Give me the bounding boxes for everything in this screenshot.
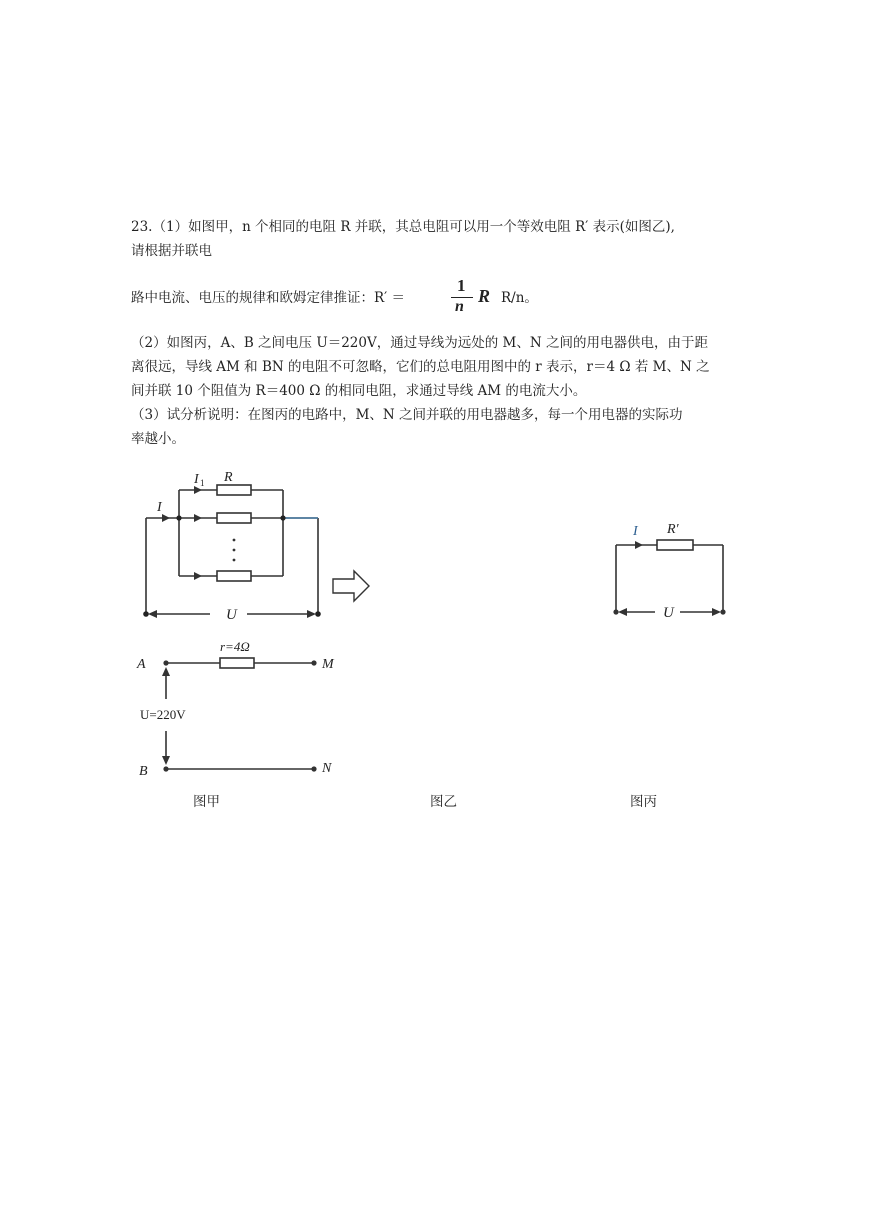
label-r: r=4Ω [220,639,250,654]
part1-line-2: 请根据并联电 [131,243,212,259]
part3-line-2: 率越小。 [131,431,185,447]
part2-line-2: 离很远，导线 AM 和 BN 的电阻不可忽略，它们的总电阻用图中的 r 表示，r＝4 Ω 若 M、N 之 [131,359,710,375]
caption-figure-a: 图甲 [193,794,220,810]
label-A: A [137,657,146,672]
label-M: M [322,657,334,672]
caption-figure-c: 图丙 [630,794,657,810]
figure-equivalent-circuit [605,515,735,625]
label-U-equivalent: U [663,605,674,621]
label-I1: I [194,472,199,487]
label-Rprime: R′ [667,522,679,537]
part1-line-3-prefix: 路中电流、电压的规律和欧姆定律推证：R′ ＝ [131,290,406,306]
part1-line-1: （1）如图甲，n 个相同的电阻 R 并联，其总电阻可以用一个等效电阻 R′ 表示(如图乙), [152,219,675,235]
formula-denominator: n [455,298,464,315]
label-N: N [322,761,332,776]
label-B: B [139,764,148,779]
question-number: 23. [131,219,153,235]
part3-line-1: （3）试分析说明：在图丙的电路中，M、N 之间并联的用电器越多，每一个用电器的实际功 [131,407,683,423]
part2-line-3: 间并联 10 个阻值为 R＝400 Ω 的相同电阻，求通过导线 AM 的电流大小。 [131,383,587,399]
formula-numerator: 1 [457,276,466,295]
formula-R: R [478,286,491,306]
formula-fraction [447,276,497,320]
question-line-1 [131,216,675,238]
label-R: R [224,470,233,485]
part1-line-3-suffix: R/n。 [501,290,538,306]
label-I1-subscript: 1 [200,478,205,488]
transform-arrow-icon [330,568,374,604]
label-I-equivalent: I [633,524,638,539]
part2-line-1: （2）如图丙，A、B 之间电压 U＝220V，通过导线为远处的 M、N 之间的用电器供电，由于距 [131,335,708,351]
caption-figure-b: 图乙 [430,794,457,810]
ellipsis-dots [233,539,236,562]
figure-supply-circuit [130,635,350,785]
label-U-220V: U=220V [140,707,186,722]
label-U-parallel: U [226,607,237,623]
label-I-main: I [157,500,162,515]
